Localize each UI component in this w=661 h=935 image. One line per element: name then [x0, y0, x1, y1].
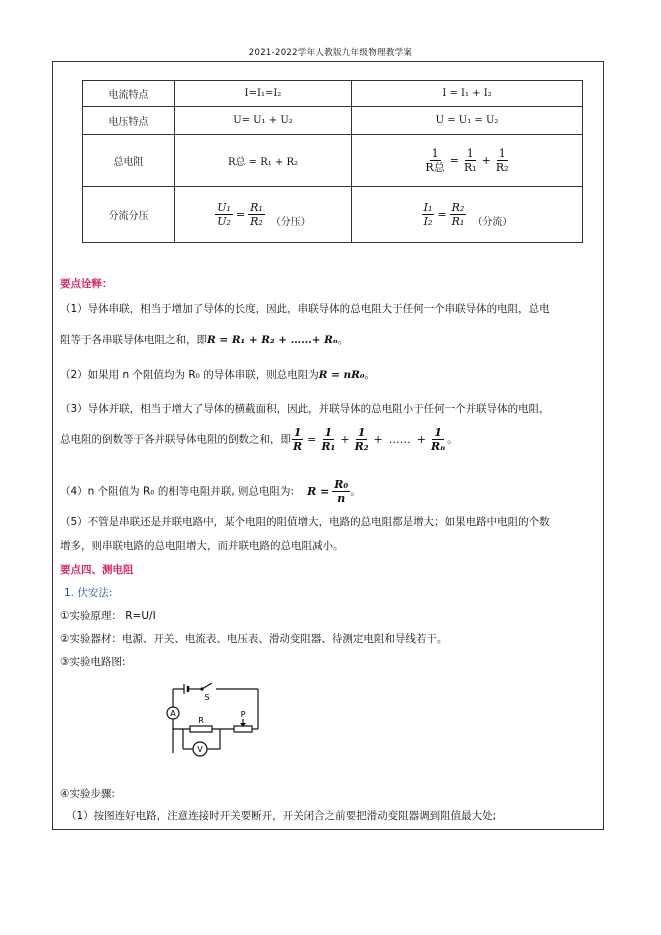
row-label: 分流分压: [83, 187, 175, 243]
explain-p2: （2）如果用 n 个阻值均为 R₀ 的导体串联，则总电阻为R = nR₀。: [60, 369, 375, 381]
explain-p5-line2: 增多，则串联电路的总电阻增大，而并联电路的总电阻减小。: [60, 540, 344, 552]
parallel-resistance: $\frac{1}{\text{R总}}$ = $\frac{1}{\text{R₁}}$ + $\frac{1}{\text{R₂}}$: [352, 135, 583, 187]
series-sum-formula: R = R₁ + R₂ + ……+ Rₙ: [207, 334, 338, 346]
explain-title: 要点诠释：: [60, 278, 113, 290]
method-subtitle: 1. 伏安法:: [64, 587, 113, 599]
fraction: $\frac{\text{R₂}}{\text{R₁}}$: [451, 201, 465, 228]
fraction: $\frac{1}{\text{R₁}}$: [321, 426, 336, 453]
steps-item: ④实验步骤:: [60, 788, 115, 800]
parallel-divider: $\frac{\text{I₁}}{\text{I₂}}$ = $\frac{\text{R₂}}{\text{R₁}}$ （分流）: [352, 187, 583, 243]
fraction: $\frac{1}{\text{R₂}}$: [354, 426, 369, 453]
rheostat-label: P: [240, 710, 246, 719]
comparison-table: [82, 80, 583, 243]
series-equal-formula: R = nR₀: [318, 369, 365, 381]
explain-p1-line2: 阻等于各串联导体电阻之和，即R = R₁ + R₂ + ……+ Rₙ。: [60, 334, 349, 346]
table-row: [83, 107, 583, 135]
circuit-diagram: [160, 683, 270, 763]
series-voltage: U= U₁ + U₂: [175, 107, 352, 135]
parallel-current: I = I₁ + I₂: [352, 81, 583, 107]
fraction: $\frac{1}{\text{R₂}}$: [495, 147, 509, 174]
resistor-label: R: [198, 716, 204, 725]
fraction: $\frac{1}{R}$: [293, 426, 303, 453]
row-label: 电压特点: [83, 107, 175, 135]
explain-p1-line1: （1）导体串联，相当于增加了导体的长度，因此，串联导体的总电阻大于任何一个串联导体的电阻，总电: [60, 303, 550, 315]
explain-p3-line1: （3）导体并联，相当于增大了导体的横截面积，因此，并联导体的总电阻小于任何一个并联导体的电阻，: [60, 403, 550, 415]
fraction: $\frac{\text{R₁}}{\text{R₂}}$: [250, 201, 263, 228]
divider-note: （分压）: [270, 217, 311, 228]
series-resistance: R总 = R₁ + R₂: [175, 135, 352, 187]
circuit-item: ③实验电路图:: [60, 656, 126, 668]
table-row: [83, 135, 583, 187]
principle-item: ①实验原理： R=U/I: [60, 610, 156, 622]
table-row: [83, 187, 583, 243]
fraction: $\frac{1}{\text{R₁}}$: [463, 147, 477, 174]
series-current: I=I₁=I₂: [175, 81, 352, 107]
ammeter-label: A: [170, 709, 176, 718]
row-label: 电流特点: [83, 81, 175, 107]
fraction: $\frac{1}{\text{Rₙ}}$: [430, 426, 446, 453]
section4-title: 要点四、测电阻: [60, 564, 134, 576]
fraction: $\frac{\text{I₁}}{\text{I₂}}$: [423, 201, 433, 228]
page-header: 2021-2022学年人教版九年级物理教学案: [248, 48, 413, 58]
divider-note: （分流）: [472, 217, 513, 228]
voltmeter-label: V: [197, 745, 203, 754]
series-divider: $\frac{\text{U₁}}{\text{U₂}}$ = $\frac{\text{R₁}}{\text{R₂}}$ （分压）: [175, 187, 352, 243]
explain-p5-line1: （5）不管是串联还是并联电路中，某个电阻的阻值增大，电路的总电阻都是增大；如果电路中电阻的个数: [60, 516, 550, 528]
fraction: $\frac{\text{U₁}}{\text{U₂}}$: [217, 201, 231, 228]
table-row: [83, 81, 583, 107]
row-label: 总电阻: [83, 135, 175, 187]
explain-p3-line2: 总电阻的倒数等于各并联导体电阻的倒数之和，即 $\frac{1}{R}$ = $\frac{1}{\text{R₁}}$ + $\frac{1}{\text{R₂}}$ + …… + $\frac{1}{\text{Rₙ}}$ 。: [60, 426, 458, 453]
fraction: $\frac{1}{\text{R总}}$: [425, 147, 445, 174]
step-1: （1）按图连好电路，注意连接时开关要断开，开关闭合之前要把滑动变阻器调到阻值最大处;: [66, 810, 497, 822]
parallel-voltage: U = U₁ = U₂: [352, 107, 583, 135]
equipment-item: ②实验器材：电源、开关、电流表、电压表、滑动变阻器、待测定电阻和导线若干。: [60, 633, 448, 645]
fraction: $\frac{\text{R₀}}{n}$: [334, 478, 349, 505]
explain-p4: （4）n 个阻值为 R₀ 的相等电阻并联, 则总电阻为: R = $\frac{\text{R₀}}{n}$ 。: [60, 478, 361, 505]
switch-label: S: [204, 693, 210, 702]
